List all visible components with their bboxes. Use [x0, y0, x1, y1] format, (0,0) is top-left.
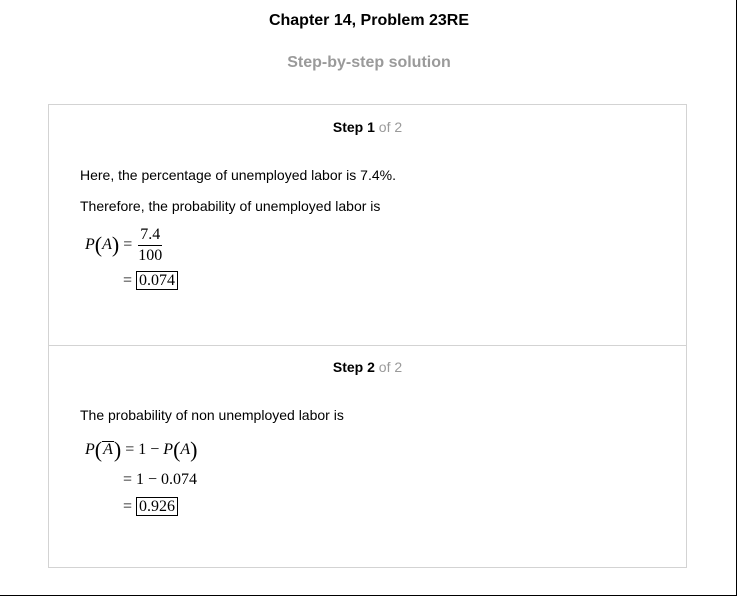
step-2-lhs-complement-var: A [103, 441, 113, 458]
step-2-equation-line-3: = 0.926 [123, 497, 178, 516]
step-2-lhs-func: P [85, 441, 95, 458]
step-2-equation-line-2: = 1 − 0.074 [123, 471, 198, 488]
step-2-line-2-value: 1 − 0.074 [136, 471, 198, 488]
step-1-section [49, 105, 686, 346]
step-2-header [49, 359, 686, 375]
step-2-of-total: of 2 [378, 359, 403, 375]
step-1-equation-line-2: = 0.074 [123, 271, 178, 290]
step-1-numerator: 7.4 [138, 226, 162, 246]
step-2-paragraph-1: The probability of non unemployed labor is [80, 407, 344, 423]
step-1-lhs-var: A [102, 236, 112, 254]
step-1-header [49, 119, 686, 135]
step-2-rhs-prefix: 1 − [138, 441, 164, 458]
step-1-equation-line-1: P(A) = $\frac{7.4}{100}$ [85, 226, 163, 264]
step-2-number: 2 [367, 359, 375, 375]
step-1-paragraph-1: Here, the percentage of unemployed labor is 7.4%. [80, 167, 396, 183]
step-1-fraction [138, 226, 162, 265]
page-title: Chapter 14, Problem 23RE [268, 12, 470, 29]
step-1-number: 1 [367, 119, 375, 135]
page-subtitle: Step-by-step solution [287, 54, 451, 71]
step-1-of-total: of 2 [378, 119, 403, 135]
step-1-result-box: 0.074 [136, 271, 178, 290]
step-1-lhs-func: P [85, 236, 95, 254]
step-2-equation-line-1: P(A) = 1 − P(A) [85, 437, 198, 462]
step-2-rhs-func: P [163, 441, 174, 458]
step-2-result-box: 0.926 [136, 497, 178, 516]
step-2-label: Step [332, 359, 364, 375]
step-2-rhs-var: A [180, 441, 191, 458]
solution-container [48, 104, 687, 568]
step-1-denominator: 100 [138, 247, 163, 264]
step-1-label: Step [332, 119, 364, 135]
step-1-paragraph-2: Therefore, the probability of unemployed labor is [80, 198, 381, 214]
step-2-section [49, 345, 686, 569]
